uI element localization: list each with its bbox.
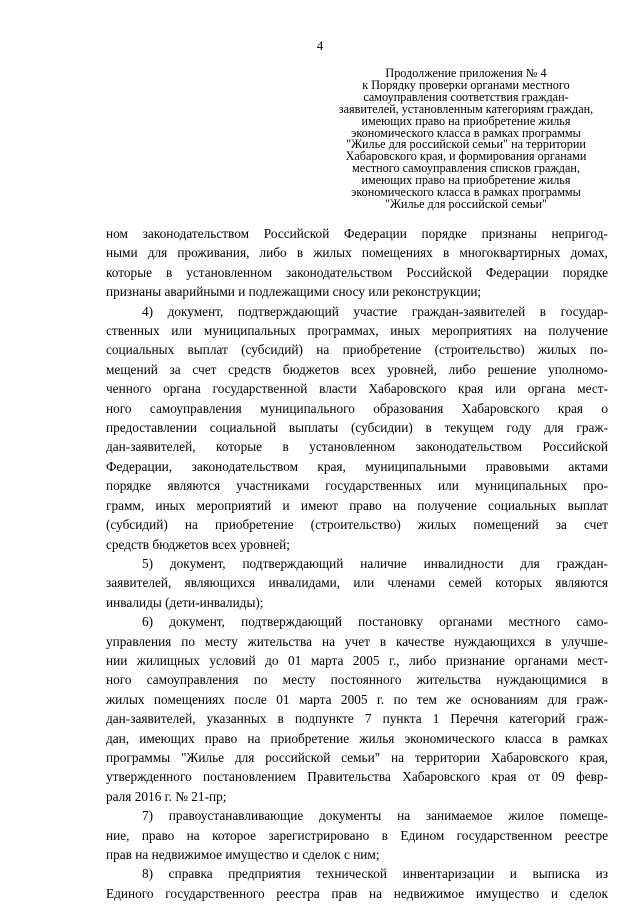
header-line: экономического класса в рамках программы: [351, 125, 581, 140]
text-line: ного самоуправления муниципального образования Хабаровского края о: [106, 400, 608, 416]
text-line: нии жилищных условий до 01 марта 2005 г., либо признание органами мест-: [106, 652, 608, 668]
appendix-header: [316, 68, 616, 211]
header-line: имеющих право на приобретение жилья: [361, 173, 571, 188]
text-line: заявителей, являющихся инвалидами, или членами семей которых являются: [106, 575, 608, 591]
text-line: программы "Жилье для российской семьи" на территории Хабаровского края,: [106, 749, 608, 765]
text-line: (субсидий) на приобретение (строительство) жилых помещений за счет: [106, 517, 608, 533]
header-line: имеющих право на приобретение жилья: [361, 113, 571, 128]
text-line: управления по месту жительства на учет в качестве нуждающихся в улучше-: [106, 633, 608, 649]
header-line: к Порядку проверки органами местного: [362, 77, 570, 92]
text-line: дан, имеющих право на приобретение жилья экономического класса в рамках: [106, 730, 608, 746]
header-line: "Жилье для российской семьи": [385, 196, 547, 211]
text-line: 4) документ, подтверждающий участие граждан-заявителей в государ-: [142, 303, 608, 319]
document-body: [106, 224, 608, 903]
text-line: порядке являются участниками государственных или муниципальных про-: [106, 478, 608, 494]
text-line: мещений за счет средств бюджетов всех уровней, либо решение уполномо-: [106, 361, 608, 377]
header-line: заявителей, установленным категориям граждан,: [338, 101, 594, 116]
text-line: дан-заявителей, указанных в подпункте 7 пункта 1 Перечня категорий граж-: [106, 711, 608, 727]
text-line: 7) правоустанавливающие документы на занимаемое жилое помеще-: [142, 808, 608, 824]
text-line: средств бюджетов всех уровней;: [106, 536, 290, 552]
text-line: утвержденного постановлением Правительства Хабаровского края от 09 февр-: [106, 769, 608, 785]
header-line: самоуправления соответствия граждан-: [363, 89, 569, 104]
text-line: признаны аварийными и подлежащими сносу или реконструкции;: [106, 284, 482, 300]
text-line: социальных выплат (субсидий) на приобретение (строительство) жилых по-: [106, 342, 608, 358]
text-line: дан-заявителей, которые в установленном законодательством Российской: [106, 439, 608, 455]
text-line: ного самоуправления по месту постоянного жительства нуждающимися в: [106, 672, 608, 688]
paragraph-continuation: [106, 224, 608, 302]
header-line: местного самоуправления списков граждан,: [352, 161, 580, 176]
text-line: ными для проживания, либо в жилых помещениях в многоквартирных домах,: [106, 245, 608, 261]
paragraph-item-5: [106, 554, 608, 612]
paragraph-item-6: [106, 612, 608, 806]
text-line: грамм, иных мероприятий и имеют право на получение социальных выплат: [106, 497, 608, 513]
text-line: 5) документ, подтверждающий наличие инвалидности для граждан-: [142, 555, 608, 571]
header-line: Хабаровского края, и формирования органами: [345, 149, 587, 164]
text-line: 8) справка предприятия технической инвентаризации и выписка из: [142, 866, 608, 882]
header-line: экономического класса в рамках программы: [351, 185, 581, 200]
text-line: жилых помещениях после 01 марта 2005 г. по тем же основаниям для граж-: [106, 691, 608, 707]
text-line: прав на недвижимое имущество и сделок с ним;: [106, 847, 380, 862]
text-line: Федерации, законодательством края, муниципальными правовыми актами: [106, 458, 608, 474]
text-line: ном законодательством Российской Федерации порядке признаны непригод-: [106, 226, 608, 241]
text-line: ние, право на которое зарегистрировано в Едином государственном реестре: [106, 827, 608, 843]
paragraph-item-7: [106, 806, 608, 864]
text-line: предоставлении социальной выплаты (субсидии) в текущем году для граж-: [106, 420, 608, 436]
text-line: ственных или муниципальных программах, иных мероприятиях на получение: [106, 323, 608, 339]
header-line: "Жилье для российской семьи" на территории: [346, 137, 586, 152]
text-line: ченного органа государственной власти Хабаровского края или органа мест-: [106, 381, 608, 397]
text-line: раля 2016 г. № 21-пр;: [106, 788, 227, 804]
text-line: инвалиды (дети-инвалиды);: [106, 594, 264, 610]
header-line: Продолжение приложения № 4: [385, 66, 547, 80]
paragraph-item-4: [106, 302, 608, 554]
text-line: 6) документ, подтверждающий постановку органами местного само-: [142, 614, 608, 630]
text-line: Единого государственного реестра прав на недвижимое имущество и сделок: [106, 885, 608, 901]
page-number: 4: [316, 38, 324, 53]
text-line: которые в установленном законодательством Российской Федерации порядке: [106, 264, 608, 280]
paragraph-item-8: [106, 864, 608, 903]
